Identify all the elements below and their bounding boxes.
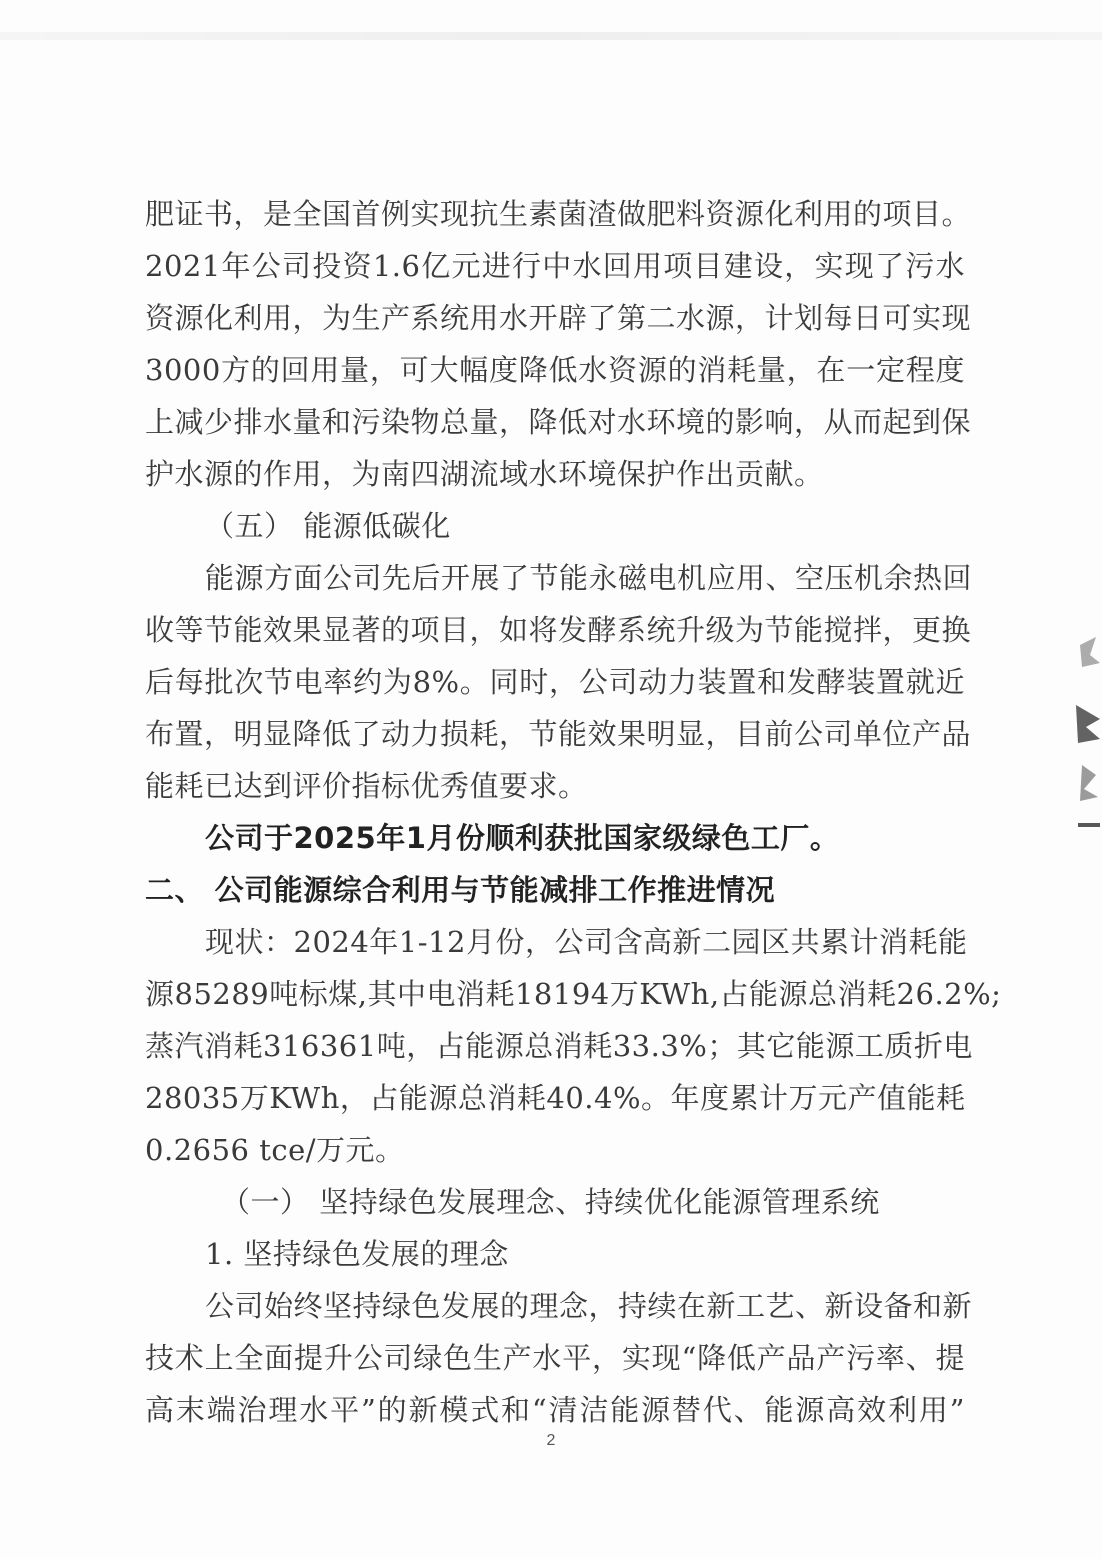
bold-statement: 公司于2025年1月份顺利获批国家级绿色工厂。 <box>205 821 840 855</box>
paragraph-line: 现状：2024年1-12月份，公司含高新二园区共累计消耗能 <box>205 925 968 959</box>
subheading-1: （一） 坚持绿色发展理念、持续优化能源管理系统 <box>221 1185 880 1219</box>
paragraph-line: 肥证书，是全国首例实现抗生素菌渣做肥料资源化利用的项目。 <box>145 197 972 231</box>
paragraph-line: 3000方的回用量，可大幅度降低水资源的消耗量，在一定程度 <box>145 353 965 387</box>
paragraph-line: 收等节能效果显著的项目，如将发酵系统升级为节能搅拌，更换 <box>145 613 972 647</box>
section-2-heading: 二、 公司能源综合利用与节能减排工作推进情况 <box>145 873 776 907</box>
paragraph-line: 2021年公司投资1.6亿元进行中水回用项目建设，实现了污水 <box>145 249 965 283</box>
partial-seal-stamp <box>1066 615 1102 845</box>
section-heading-5: （五） 能源低碳化 <box>205 509 451 543</box>
paragraph-line: 护水源的作用，为南四湖流域水环境保护作出贡献。 <box>145 457 824 491</box>
paragraph-line: 能耗已达到评价指标优秀值要求。 <box>145 769 588 803</box>
scan-edge-shadow <box>0 32 1102 40</box>
paragraph-line: 高末端治理水平”的新模式和“清洁能源替代、能源高效利用” <box>145 1393 965 1427</box>
paragraph-line: 能源方面公司先后开展了节能永磁电机应用、空压机余热回 <box>205 561 973 595</box>
paragraph-line: 技术上全面提升公司绿色生产水平，实现“降低产品产污率、提 <box>145 1341 965 1375</box>
paragraph-line: 28035万KWh，占能源总消耗40.4%。年度累计万元产值能耗 <box>145 1081 966 1115</box>
paragraph-line: 0.2656 tce/万元。 <box>145 1133 405 1167</box>
paragraph-line: 公司始终坚持绿色发展的理念，持续在新工艺、新设备和新 <box>205 1289 973 1323</box>
paragraph-line: 资源化利用，为生产系统用水开辟了第二水源，计划每日可实现 <box>145 301 972 335</box>
document-body <box>145 188 1002 1436</box>
paragraph-line: 蒸汽消耗316361吨，占能源总消耗33.3%；其它能源工质折电 <box>145 1029 973 1063</box>
paragraph-line: 后每批次节电率约为8%。同时，公司动力装置和发酵装置就近 <box>145 665 965 699</box>
list-item-heading: 1. 坚持绿色发展的理念 <box>205 1237 509 1271</box>
paragraph-line: 上减少排水量和污染物总量，降低对水环境的影响，从而起到保 <box>145 405 972 439</box>
paragraph-line: 布置，明显降低了动力损耗，节能效果明显，目前公司单位产品 <box>145 717 972 751</box>
page-number: 2 <box>546 1432 556 1449</box>
paragraph-line: 源85289吨标煤,其中电消耗18194万KWh,占能源总消耗26.2%; <box>145 977 1002 1011</box>
